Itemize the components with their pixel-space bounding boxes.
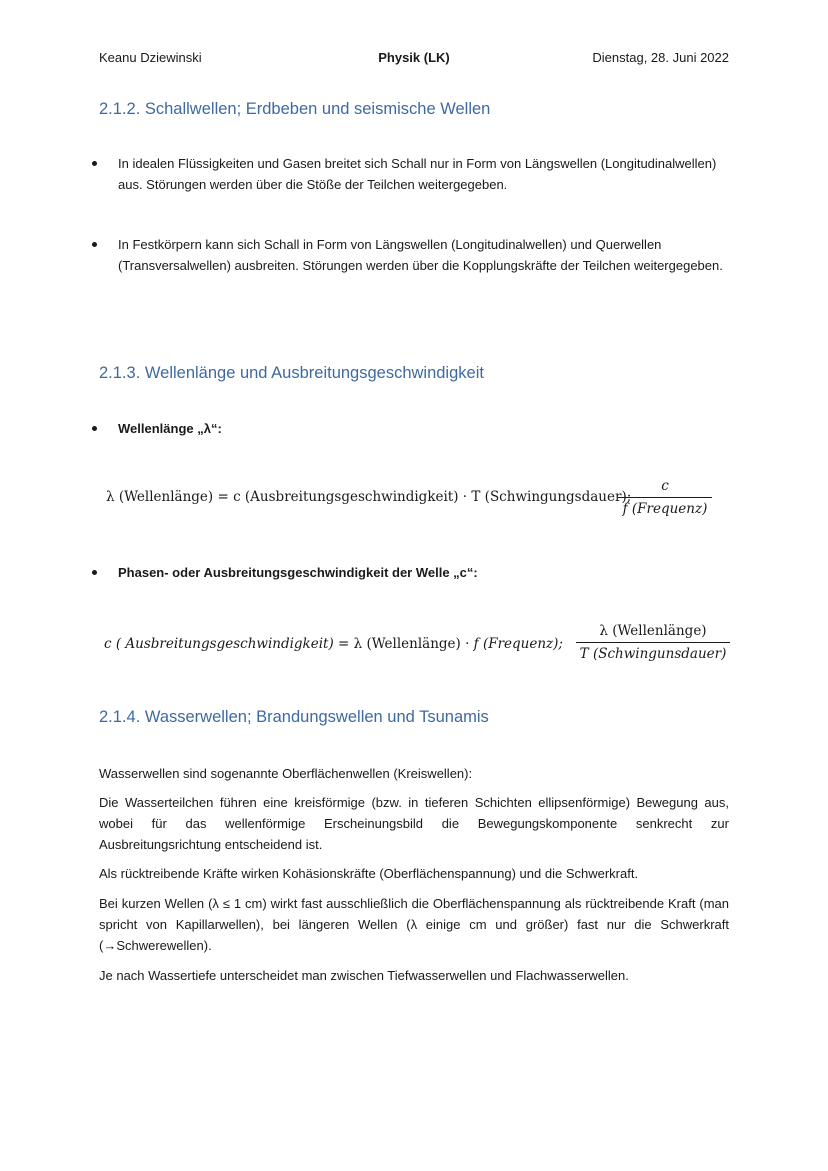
header-subject: Physik (LK) xyxy=(378,50,450,65)
fraction-denominator: f (Frequenz) xyxy=(618,497,712,517)
list-item-text: Phasen- oder Ausbreitungsgeschwindigkeit der Welle „c“: xyxy=(118,565,478,580)
bullet-icon xyxy=(92,426,97,431)
bullet-icon xyxy=(92,161,97,166)
section-213-title: 2.1.3. Wellenlänge und Ausbreitungsgeschwindigkeit xyxy=(99,364,484,382)
section-214-title: 2.1.4. Wasserwellen; Brandungswellen und Tsunamis xyxy=(99,708,489,726)
list-item-text: Wellenlänge „λ“: xyxy=(118,421,222,436)
list-item-text: In idealen Flüssigkeiten und Gasen breitet sich Schall nur in Form von Längswellen (Longitudinalwellen) aus. Störungen werden über die Stöße der Teilchen weitergegeben. xyxy=(118,156,717,192)
fraction-numerator: c xyxy=(661,478,669,494)
fraction-numerator: λ (Wellenlänge) xyxy=(599,623,707,639)
formula-lhs: λ (Wellenlänge) = xyxy=(106,489,234,505)
fraction-denominator: T (Schwingunsdauer) xyxy=(576,642,730,662)
formula-wavelength-fraction xyxy=(618,478,712,517)
paragraph: Bei kurzen Wellen (λ ≤ 1 cm) wirkt fast ausschließlich die Oberflächenspannung als rücktreibende Kraft (man spricht von Kapillarwellen), bei längeren Wellen (λ einige cm und größer) fast nur die Schwerkraft (→Schwerewellen). xyxy=(99,896,729,953)
paragraph: Wasserwellen sind sogenannte Oberflächenwellen (Kreiswellen): xyxy=(99,766,473,781)
formula-mid-italic: f (Frequenz); xyxy=(473,636,563,652)
formula-velocity xyxy=(104,636,563,652)
section-212-title: 2.1.2. Schallwellen; Erdbeben und seismische Wellen xyxy=(99,100,491,118)
paragraph: Die Wasserteilchen führen eine kreisförmige (bzw. in tieferen Schichten ellipsenförmige) Bewegung aus, wobei für das wellenförmige Erscheinungsbild die Bewegungskomponente senkrecht zur Ausbreitungsrichtung entscheidend ist. xyxy=(99,795,729,852)
formula-velocity-fraction xyxy=(576,623,730,662)
formula-lhs: c ( Ausbreitungsgeschwindigkeit) = xyxy=(104,636,354,652)
header-date: Dienstag, 28. Juni 2022 xyxy=(592,50,729,65)
paragraph: Als rücktreibende Kräfte wirken Kohäsionskräfte (Oberflächenspannung) und die Schwerkraft. xyxy=(99,866,639,881)
paragraph: Je nach Wassertiefe unterscheidet man zwischen Tiefwasserwellen und Flachwasserwellen. xyxy=(99,968,629,983)
header-author: Keanu Dziewinski xyxy=(99,50,202,65)
formula-mid: λ (Wellenlänge) · xyxy=(353,636,474,652)
bullet-icon xyxy=(92,570,97,575)
bullet-icon xyxy=(92,242,97,247)
formula-rhs: c (Ausbreitungsgeschwindigkeit) · T (Schwingungsdauer); xyxy=(233,489,632,505)
list-item-text: In Festkörpern kann sich Schall in Form von Längswellen (Longitudinalwellen) und Querwellen (Transversalwellen) ausbreiten. Störungen werden über die Kopplungskräfte der Teilchen weitergegeben. xyxy=(118,237,723,273)
formula-wavelength xyxy=(106,489,631,505)
